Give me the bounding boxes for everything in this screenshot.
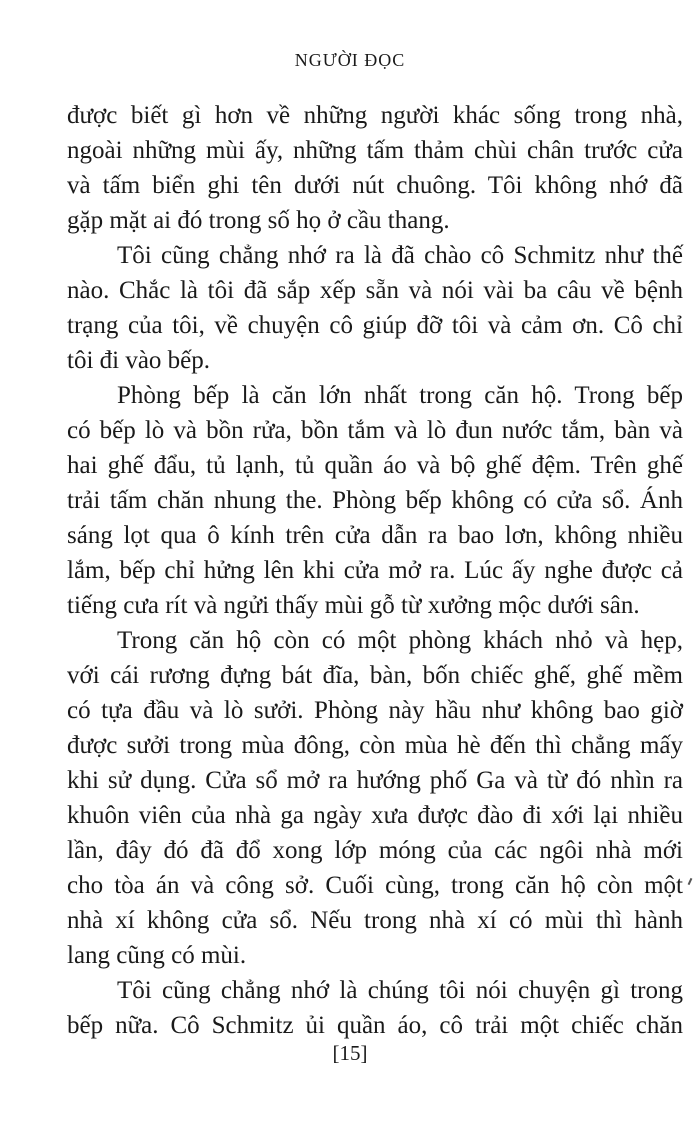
text-line: nhà xí không cửa sổ. Nếu trong nhà xí có mùi thì hành [67, 907, 683, 934]
running-header-title: NGƯỜI ĐỌC [294, 50, 406, 70]
text-line: Phòng bếp là căn lớn nhất trong căn hộ. Trong bếp [117, 382, 683, 409]
page-number: [15] [332, 1041, 368, 1065]
stray-ink-mark [688, 878, 693, 885]
text-line: được sưởi trong mùa đông, còn mùa hè đến thì chẳng mấy [67, 732, 683, 759]
text-line: tiếng cưa rít và ngửi thấy mùi gỗ từ xưởng mộc dưới sân. [67, 592, 640, 619]
text-line: lần, đây đó đã đổ xong lớp móng của các ngôi nhà mới [67, 837, 683, 864]
text-line: bếp nữa. Cô Schmitz ủi quần áo, cô trải một chiếc chăn [67, 1012, 683, 1039]
text-line: có bếp lò và bồn rửa, bồn tắm và lò đun nước tắm, bàn và [67, 417, 683, 444]
text-line: trạng của tôi, về chuyện cô giúp đỡ tôi và cảm ơn. Cô chỉ [67, 312, 683, 339]
text-line: lang cũng có mùi. [67, 942, 247, 969]
text-line: khuôn viên của nhà ga ngày xưa được đào đi xới lại nhiều [67, 802, 683, 829]
text-line: cho tòa án và công sở. Cuối cùng, trong căn hộ còn một [67, 872, 683, 899]
text-line: Trong căn hộ còn có một phòng khách nhỏ và hẹp, [117, 627, 683, 654]
text-line: hai ghế đẩu, tủ lạnh, tủ quần áo và bộ ghế đệm. Trên ghế [67, 452, 683, 479]
text-line: Tôi cũng chẳng nhớ là chúng tôi nói chuyện gì trong [117, 977, 683, 1004]
text-line: khi sử dụng. Cửa sổ mở ra hướng phố Ga và từ đó nhìn ra [67, 767, 683, 794]
text-line: gặp mặt ai đó trong số họ ở cầu thang. [67, 207, 450, 234]
text-line: nào. Chắc là tôi đã sắp xếp sẵn và nói vài ba câu về bệnh [67, 277, 683, 304]
text-line: sáng lọt qua ô kính trên cửa dẫn ra bao lơn, không nhiều [67, 522, 683, 549]
text-line: tôi đi vào bếp. [67, 347, 211, 374]
text-line: lắm, bếp chỉ hửng lên khi cửa mở ra. Lúc ấy nghe được cả [67, 557, 683, 584]
text-line: Tôi cũng chẳng nhớ ra là đã chào cô Schmitz như thế [117, 242, 683, 269]
text-line: có tựa đầu và lò sưởi. Phòng này hầu như không bao giờ [67, 697, 683, 724]
text-line: được biết gì hơn về những người khác sống trong nhà, [67, 102, 683, 129]
body-text [67, 98, 683, 1043]
text-line: ngoài những mùi ấy, những tấm thảm chùi chân trước cửa [67, 137, 683, 164]
text-line: trải tấm chăn nhung the. Phòng bếp không có cửa sổ. Ánh [67, 487, 683, 514]
text-line: với cái rương đựng bát đĩa, bàn, bốn chiếc ghế, ghế mềm [67, 662, 683, 689]
text-line: và tấm biển ghi tên dưới nút chuông. Tôi không nhớ đã [67, 172, 683, 199]
